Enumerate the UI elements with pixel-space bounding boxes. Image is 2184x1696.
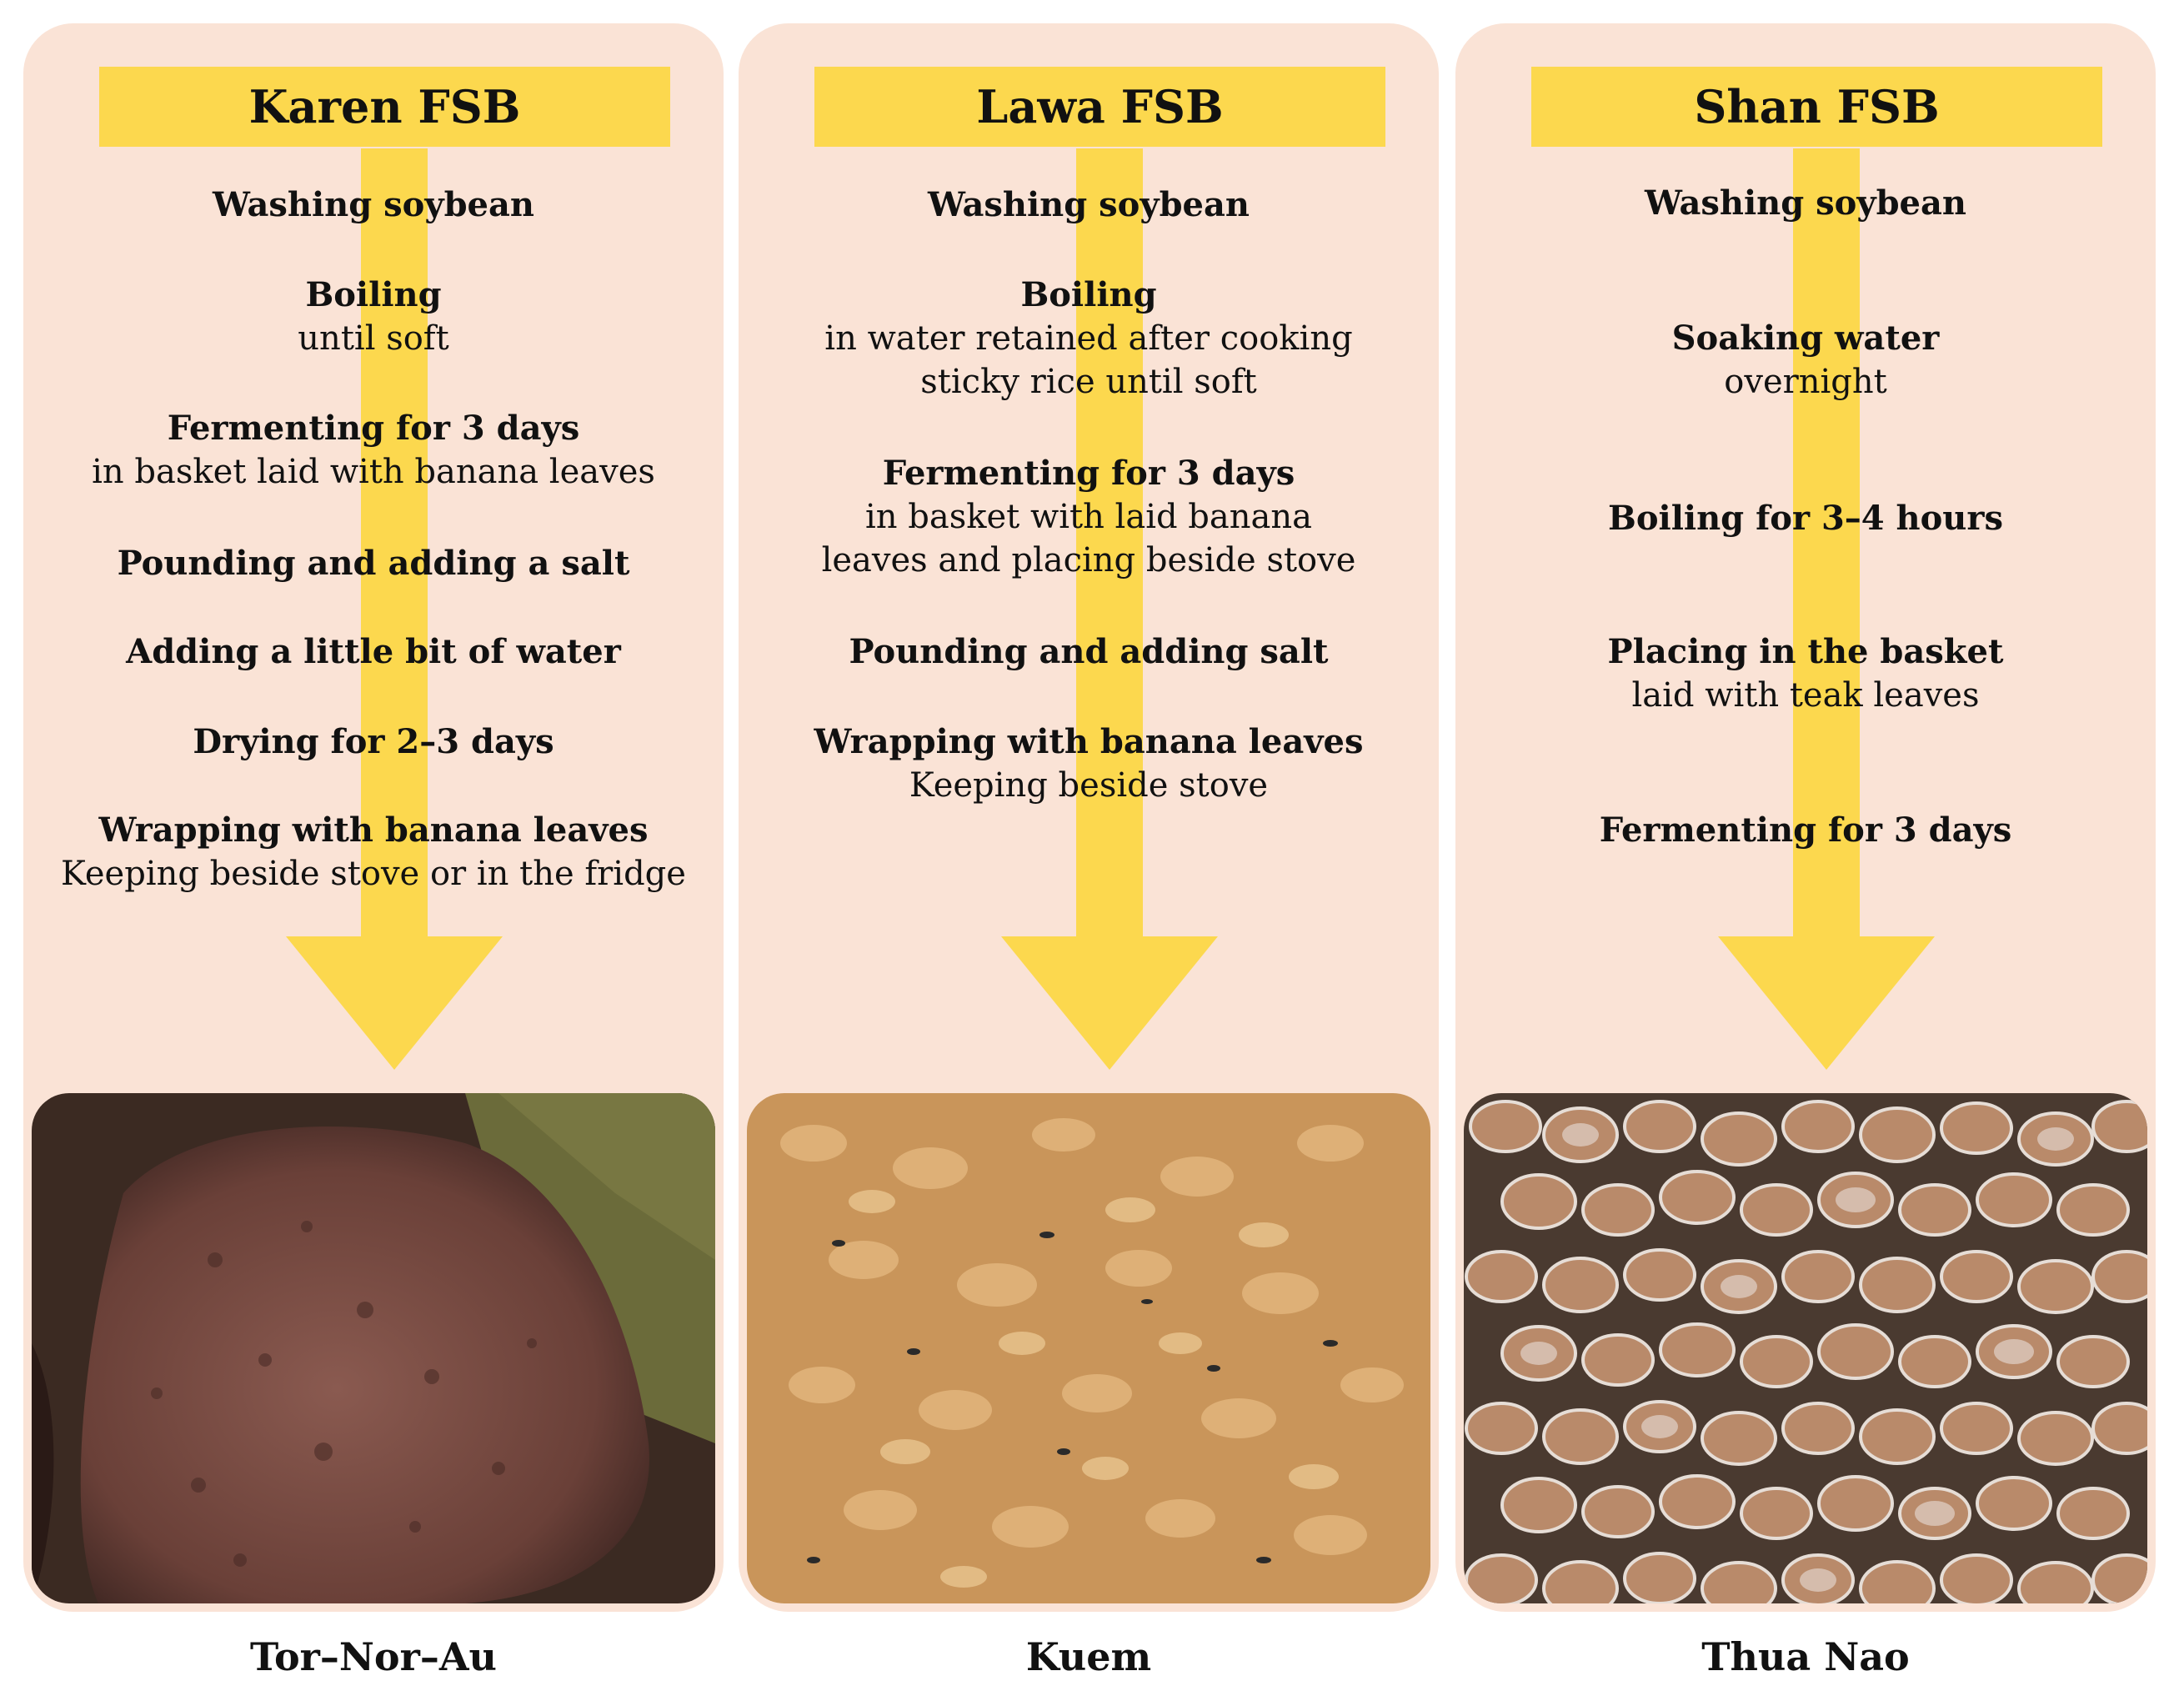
step-title: Washing soybean	[928, 185, 1250, 224]
product-name: Kuem	[1025, 1634, 1152, 1679]
step-detail: in water retained after cooking	[824, 319, 1353, 358]
step-detail: Keeping beside stove	[909, 766, 1269, 805]
step	[747, 630, 1430, 674]
kuem-photo	[747, 1093, 1430, 1603]
column-title: Shan FSB	[1531, 67, 2102, 147]
step	[32, 720, 715, 764]
step	[32, 630, 715, 674]
step	[32, 809, 715, 896]
step-detail: in basket with laid banana	[865, 498, 1312, 536]
step-detail: in basket laid with banana leaves	[92, 453, 655, 491]
step-title: Fermenting for 3 days	[1599, 810, 2012, 850]
step	[1464, 630, 2147, 717]
step-detail: Keeping beside stove or in the fridge	[61, 855, 686, 893]
step	[747, 183, 1430, 227]
karen-panel	[23, 23, 724, 1612]
step	[747, 452, 1430, 582]
step-title: Boiling for 3–4 hours	[1608, 499, 2003, 538]
step-detail: leaves and placing beside stove	[821, 541, 1356, 580]
step-title: Adding a little bit of water	[126, 632, 621, 671]
step	[32, 407, 715, 494]
step	[32, 542, 715, 585]
step-detail: until soft	[298, 319, 449, 358]
step-title: Pounding and adding salt	[849, 632, 1329, 671]
step-title: Boiling	[1020, 275, 1157, 314]
step-title: Wrapping with banana leaves	[814, 722, 1364, 761]
step-title: Wrapping with banana leaves	[98, 810, 649, 850]
step-title: Soaking water	[1671, 319, 1940, 358]
step-title: Boiling	[305, 275, 442, 314]
step-title: Placing in the basket	[1607, 632, 2004, 671]
step	[1464, 182, 2147, 225]
step-title: Pounding and adding a salt	[117, 544, 630, 583]
process-steps	[739, 23, 1439, 1091]
step-detail: laid with teak leaves	[1631, 676, 1980, 715]
shan-panel	[1455, 23, 2156, 1612]
step-title: Drying for 2–3 days	[193, 722, 554, 761]
step	[1464, 809, 2147, 852]
step-title: Fermenting for 3 days	[167, 409, 580, 448]
step	[32, 183, 715, 227]
column-title: Karen FSB	[99, 67, 670, 147]
step-detail: overnight	[1724, 363, 1887, 401]
step-title: Fermenting for 3 days	[882, 454, 1295, 493]
step	[1464, 497, 2147, 540]
step-detail: sticky rice until soft	[920, 363, 1257, 401]
step-title: Washing soybean	[1645, 183, 1966, 223]
step-title: Washing soybean	[213, 185, 534, 224]
step	[747, 273, 1430, 404]
step	[1464, 317, 2147, 404]
column-title: Lawa FSB	[814, 67, 1385, 147]
step	[747, 720, 1430, 807]
step	[32, 273, 715, 360]
lawa-panel	[739, 23, 1439, 1612]
thua-nao-photo	[1464, 1093, 2147, 1603]
product-name: Thua Nao	[1701, 1634, 1910, 1679]
process-steps	[23, 23, 724, 1091]
process-steps	[1455, 23, 2156, 1091]
product-name: Tor–Nor–Au	[250, 1634, 497, 1679]
tor-nor-au-photo	[32, 1093, 715, 1603]
